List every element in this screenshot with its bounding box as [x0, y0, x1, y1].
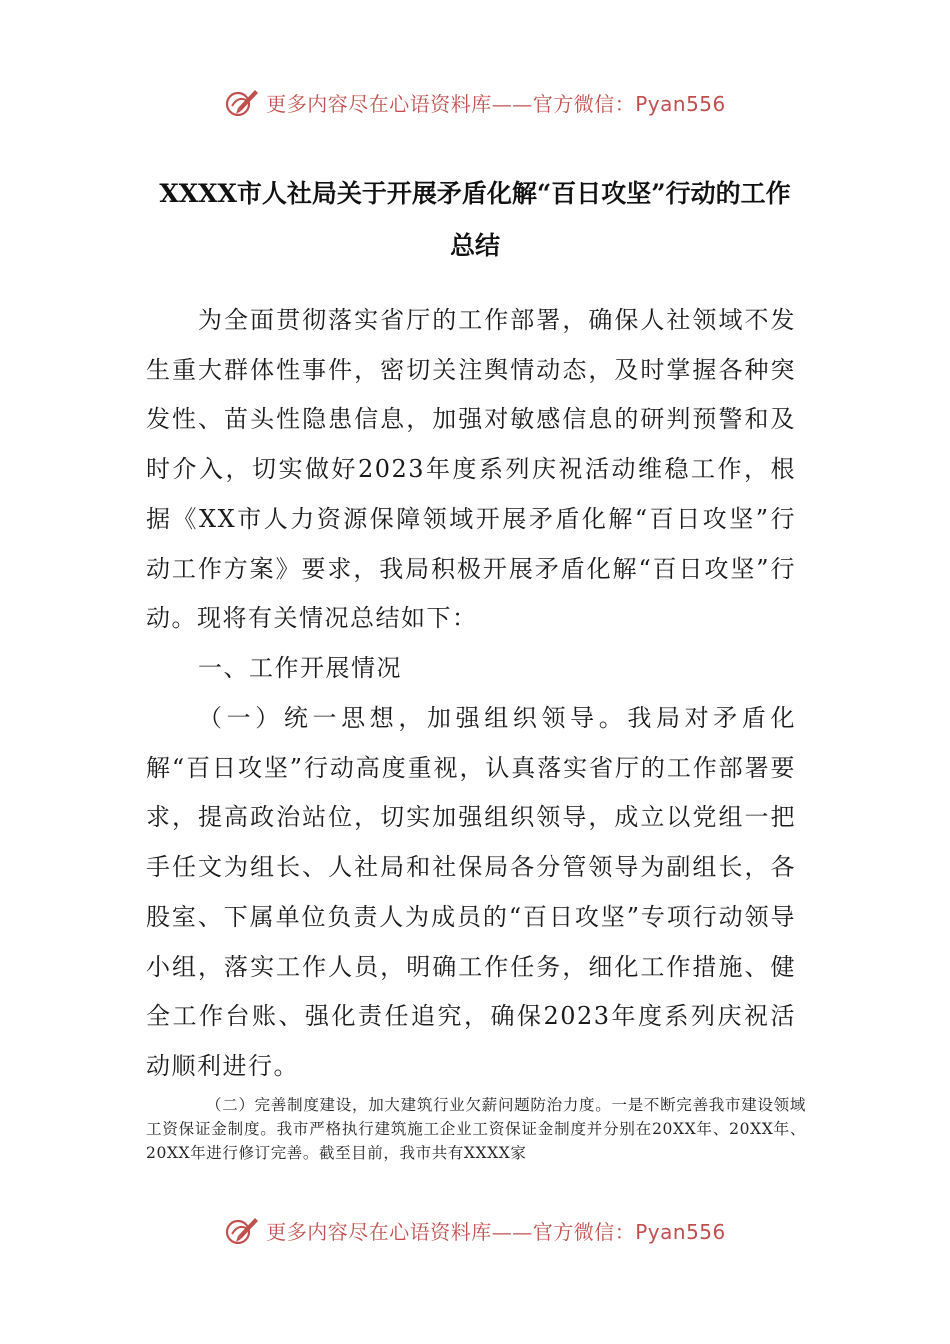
pen-logo-icon: [224, 84, 260, 120]
section-heading-1: 一、工作开展情况: [198, 654, 402, 682]
pen-logo-icon: [224, 1212, 260, 1248]
subsection-2-paragraph: （二）完善制度建设，加大建筑行业欠薪问题防治力度。一是不断完善我市建设领域工资保证金制度。我市严格执行建筑施工企业工资保证金制度并分别在20XX年、20XX年、20XX年进行修订完善。截至目前，我市共有XXXX家: [146, 1096, 806, 1162]
title-line-2: 总结: [449, 231, 500, 260]
title-line-1: XXXX市人社局关于开展矛盾化解“百日攻坚”行动的工作: [159, 179, 791, 208]
intro-paragraph: 为全面贯彻落实省厅的工作部署，确保人社领域不发生重大群体性事件，密切关注舆情动态，及时掌握各种突发性、苗头性隐患信息，加强对敏感信息的研判预警和及时介入，切实做好2023年度系列庆祝活动维稳工作，根据《XX市人力资源保障领域开展矛盾化解“百日攻坚”行动工作方案》要求，我局积极开展矛盾化解“百日攻坚”行动。现将有关情况总结如下：: [146, 306, 796, 633]
header-banner: [0, 80, 950, 124]
footer-banner: [0, 1208, 950, 1252]
banner-text: 更多内容尽在心语资料库——官方微信：Pyan556: [266, 91, 726, 116]
subsection-1-paragraph: （一）统一思想，加强组织领导。我局对矛盾化解“百日攻坚”行动高度重视，认真落实省厅的工作部署要求，提高政治站位，切实加强组织领导，成立以党组一把手任文为组长、人社局和社保局各分管领导为副组长，各股室、下属单位负责人为成员的“百日攻坚”专项行动领导小组，落实工作人员，明确工作任务，细化工作措施、健全工作台账、强化责任追究，确保2023年度系列庆祝活动顺利进行。: [146, 704, 796, 1080]
document-title: [120, 168, 830, 272]
footer-banner-text: 更多内容尽在心语资料库——官方微信：Pyan556: [266, 1219, 726, 1244]
